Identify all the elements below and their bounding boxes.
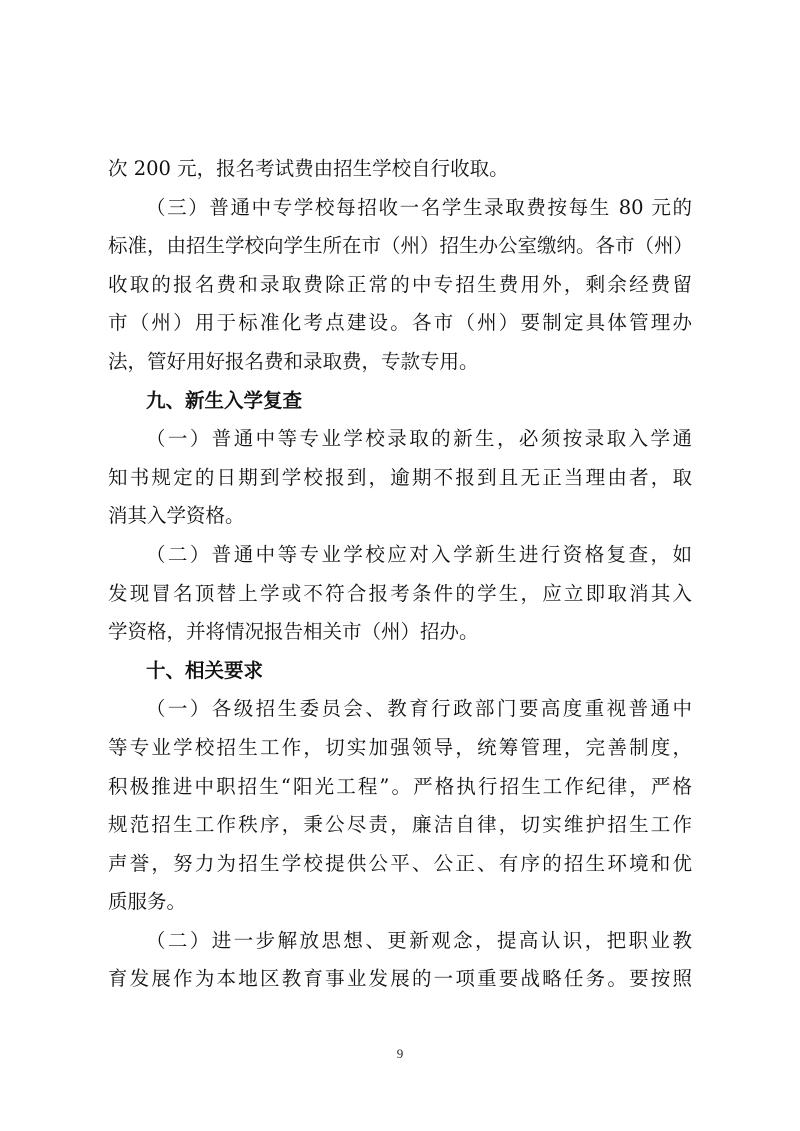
paragraph-line: 知书规定的日期到学校报到，逾期不报到且无正当理由者，取 bbox=[108, 465, 692, 489]
page-number: 9 bbox=[396, 1046, 404, 1061]
paragraph-line: 次 200 元，报名考试费由招生学校自行收取。 bbox=[108, 157, 509, 180]
paragraph-line: 育发展作为本地区教育事业发展的一项重要战略任务。要按照 bbox=[108, 967, 692, 991]
paragraph-line: （二）进一步解放思想、更新观念，提高认识，把职业教 bbox=[146, 928, 692, 952]
body-text bbox=[108, 150, 692, 999]
paragraph-line: 学资格，并将情况报告相关市（州）招办。 bbox=[108, 620, 479, 644]
paragraph-line: 等专业学校招生工作，切实加强领导，统筹管理，完善制度， bbox=[108, 735, 692, 759]
paragraph-line: 规范招生工作秩序，秉公尽责，廉洁自律，切实维护招生工作 bbox=[108, 813, 692, 837]
paragraph-line: （一）普通中等专业学校录取的新生，必须按录取入学通 bbox=[146, 427, 692, 451]
section-heading: 九、新生入学复查 bbox=[146, 388, 303, 412]
paragraph-line: （二）普通中等专业学校应对入学新生进行资格复查，如 bbox=[146, 542, 692, 566]
paragraph-line: 市（州）用于标准化考点建设。各市（州）要制定具体管理办 bbox=[108, 311, 692, 335]
section-heading: 十、相关要求 bbox=[146, 658, 264, 682]
paragraph-line: 发现冒名顶替上学或不符合报考条件的学生，应立即取消其入 bbox=[108, 581, 692, 605]
paragraph-line: 消其入学资格。 bbox=[108, 504, 245, 528]
paragraph-line: （一）各级招生委员会、教育行政部门要高度重视普通中 bbox=[146, 697, 692, 721]
paragraph-line: 质服务。 bbox=[108, 890, 187, 914]
paragraph-line: 收取的报名费和录取费除正常的中专招生费用外，剩余经费留 bbox=[108, 272, 692, 296]
paragraph-line: （三）普通中专学校每招收一名学生录取费按每生 80 元的 bbox=[146, 195, 692, 219]
paragraph-line: 积极推进中职招生“阳光工程”。严格执行招生工作纪律，严格 bbox=[108, 774, 692, 798]
paragraph-line: 标准，由招生学校向学生所在市（州）招生办公室缴纳。各市（州） bbox=[108, 234, 694, 258]
paragraph-line: 声誉，努力为招生学校提供公平、公正、有序的招生环境和优 bbox=[108, 851, 692, 875]
paragraph-line: 法，管好用好报名费和录取费，专款专用。 bbox=[108, 349, 479, 373]
